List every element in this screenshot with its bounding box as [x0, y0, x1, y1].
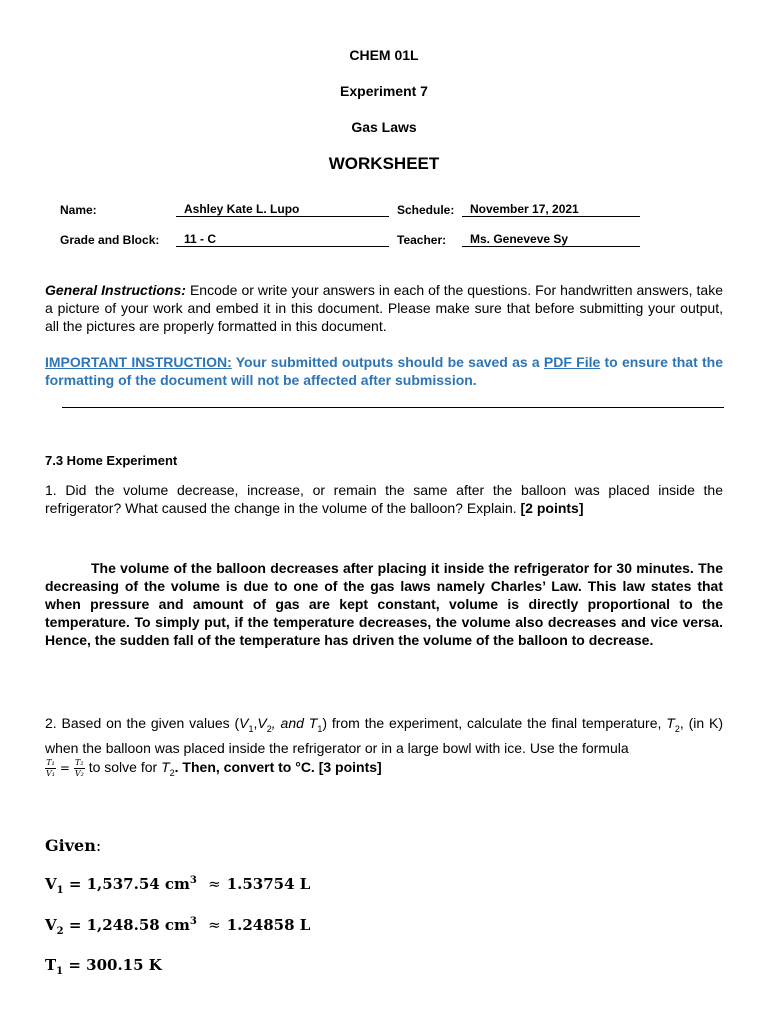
given-heading — [45, 836, 101, 855]
general-instructions — [45, 281, 723, 335]
pdf-file-link[interactable]: PDF File — [543, 354, 601, 370]
given-colon: : — [95, 836, 102, 855]
grade-label: Grade and Block: — [60, 233, 160, 247]
q2-comma: , — [253, 715, 258, 731]
teacher-label: Teacher: — [397, 233, 447, 247]
important-instruction — [45, 353, 723, 389]
q2-var-v1-sub: 1 — [248, 723, 254, 734]
given-v2: $V_2 = 1,248.58$ $cm^3 \approx 1.24858$ L — [45, 916, 311, 937]
q2-var-v2-sub: 2 — [266, 723, 272, 734]
course-code: CHEM 01L — [349, 47, 419, 63]
formula-fraction-t2-v2: $\frac{\text{T₂}}{\text{V₂}}$ — [74, 757, 84, 778]
teacher-field[interactable]: Ms. Geneveve Sy — [462, 231, 640, 247]
q2-var-t1-sub: 1 — [317, 723, 323, 734]
name-label: Name: — [60, 203, 97, 217]
question-1-points: [2 points] — [520, 500, 584, 516]
general-instructions-label: General Instructions: — [45, 282, 186, 298]
q2-var-v2: V — [257, 715, 267, 731]
question-1-answer: The volume of the balloon decreases after placing it inside the refrigerator for 30 minutes. The decreasing of the volume is due to one of the gas laws namely Charles’ Law. This law states that when pressure and amount of gas are kept constant, volume is directly proportional to the temperature. To simply put, if the temperature decreases, the volume also decreases and vice versa. Hence, the sudden fall of the temperature has driven the volume of the balloon to decrease. — [45, 560, 723, 648]
general-instructions-text: Encode or write your answers in each of the questions. For handwritten answers, take a picture of your work and embed it in this document. Please make sure that before submitting your output, all the pictures are properly formatted in this document. — [45, 282, 723, 334]
name-field[interactable]: Ashley Kate L. Lupo — [176, 201, 389, 217]
important-instruction-label: IMPORTANT INSTRUCTION: — [45, 354, 232, 370]
formula-equals: = — [59, 761, 70, 775]
schedule-label: Schedule: — [397, 203, 455, 217]
schedule-field[interactable]: November 17, 2021 — [462, 201, 640, 217]
given-v1: $V_1 = 1,537.54$ $cm^3 \approx 1.53754$ L — [45, 875, 311, 896]
q2-var-t2: T — [666, 715, 675, 731]
question-2 — [45, 714, 723, 783]
experiment-number: Experiment 7 — [340, 83, 428, 99]
given-label: Given — [45, 836, 96, 855]
q2-var-t2-b: T — [161, 759, 170, 775]
section-divider — [62, 407, 724, 408]
section-title: 7.3 Home Experiment — [45, 453, 178, 468]
q2-text-4: to solve for — [84, 759, 162, 775]
grade-field[interactable]: 11 - C — [176, 231, 389, 247]
q2-text-2: ) from the experiment, calculate the final temperature, — [322, 715, 667, 731]
formula-fraction-t1-v1: $\frac{\text{T₁}}{\text{V₁}}$ — [46, 757, 55, 778]
q2-var-t1: T — [308, 715, 318, 731]
q2-text-3: , (in K) when the balloon was placed inside the refrigerator or in a large bowl with ice. Use the formula — [45, 715, 723, 756]
q2-var-t2-sub: 2 — [674, 723, 680, 734]
q2-var-v1: V — [239, 715, 249, 731]
page-title: WORKSHEET — [328, 154, 440, 173]
important-instruction-text-2: to ensure that the formatting of the document will not be affected after submission. — [45, 354, 723, 388]
q2-and: , and — [271, 715, 309, 731]
question-2-points: [3 points] — [318, 759, 382, 775]
q2-text-5: . Then, convert to °C. — [174, 759, 319, 775]
important-instruction-text-1: Your submitted outputs should be saved as a — [231, 354, 544, 370]
question-1 — [45, 481, 723, 517]
q2-var-t2-b-sub: 2 — [169, 767, 175, 778]
experiment-topic: Gas Laws — [351, 119, 417, 135]
given-t1: $T_1 = 300.15$ K — [45, 956, 162, 977]
question-1-text: 1. Did the volume decrease, increase, or remain the same after the balloon was placed inside the refrigerator? What caused the change in the volume of the balloon? Explain. — [45, 482, 723, 516]
q2-text-1: 2. Based on the given values ( — [45, 715, 240, 731]
